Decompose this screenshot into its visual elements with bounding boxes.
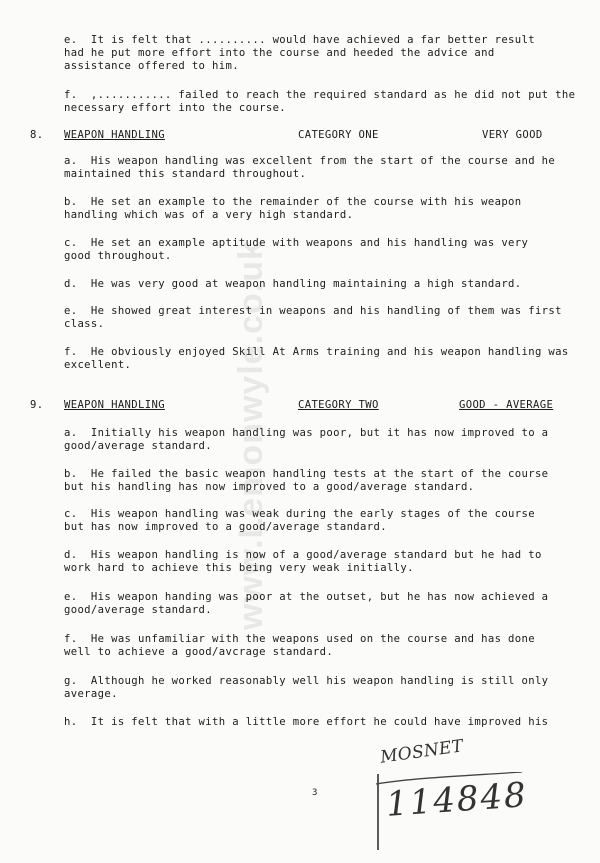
paragraph-9c: c. His weapon handling was weak during the early stages of the course but has now improved to a good/average standard. xyxy=(64,508,535,533)
paragraph-9f: f. He was unfamiliar with the weapons used on the course and has done well to achieve a good/avcrage standard. xyxy=(64,633,535,658)
section-9-number: 9. xyxy=(30,399,44,411)
paragraph-7f: f. ,........... failed to reach the required standard as he did not put the necessary effort into the course. xyxy=(64,89,576,114)
section-8-title: WEAPON HANDLING xyxy=(64,129,165,141)
section-9-grade: GOOD - AVERAGE xyxy=(459,399,554,411)
paragraph-8d: d. He was very good at weapon handling maintaining a high standard. xyxy=(64,278,522,290)
paragraph-9d: d. His weapon handling is now of a good/average standard but he had to work hard to achieve this being very weak initially. xyxy=(64,549,542,574)
section-8-category: CATEGORY ONE xyxy=(298,129,379,141)
paragraph-9e: e. His weapon handing was poor at the outset, but he has now achieved a good/average standard. xyxy=(64,591,549,616)
paragraph-8b: b. He set an example to the remainder of the course with his weapon handling which was of a very high standard. xyxy=(64,196,522,221)
paragraph-9h: h. It is felt that with a little more effort he could have improved his xyxy=(64,716,549,728)
page-number: 3 xyxy=(312,788,318,798)
section-8-grade: VERY GOOD xyxy=(482,129,543,141)
paragraph-8f: f. He obviously enjoyed Skill At Arms training and his weapon handling was excellent. xyxy=(64,346,569,371)
handwritten-reference xyxy=(372,736,532,852)
section-9-category: CATEGORY TWO xyxy=(298,399,379,411)
paragraph-8c: c. He set an example aptitude with weapons and his handling was very good throughout. xyxy=(64,237,529,262)
handwritten-label: MOSNET xyxy=(379,736,465,768)
paragraph-8a: a. His weapon handling was excellent from the start of the course and he maintained this standard throughout. xyxy=(64,155,556,180)
section-9-title: WEAPON HANDLING xyxy=(64,399,165,411)
paragraph-9g: g. Although he worked reasonably well his weapon handling is still only average. xyxy=(64,675,549,700)
section-8-number: 8. xyxy=(30,129,44,141)
paragraph-9a: a. Initially his weapon handling was poor, but it has now improved to a good/average standard. xyxy=(64,427,549,452)
paragraph-7e: e. It is felt that .......... would have achieved a far better result had he put more effort into the course and heeded the advice and assistance offered to him. xyxy=(64,34,535,72)
paragraph-8e: e. He showed great interest in weapons and his handling of them was first class. xyxy=(64,305,562,330)
paragraph-9b: b. He failed the basic weapon handling tests at the start of the course but his handling has now improved to a good/average standard. xyxy=(64,468,549,493)
handwritten-ref-number: 114848 xyxy=(384,775,530,825)
